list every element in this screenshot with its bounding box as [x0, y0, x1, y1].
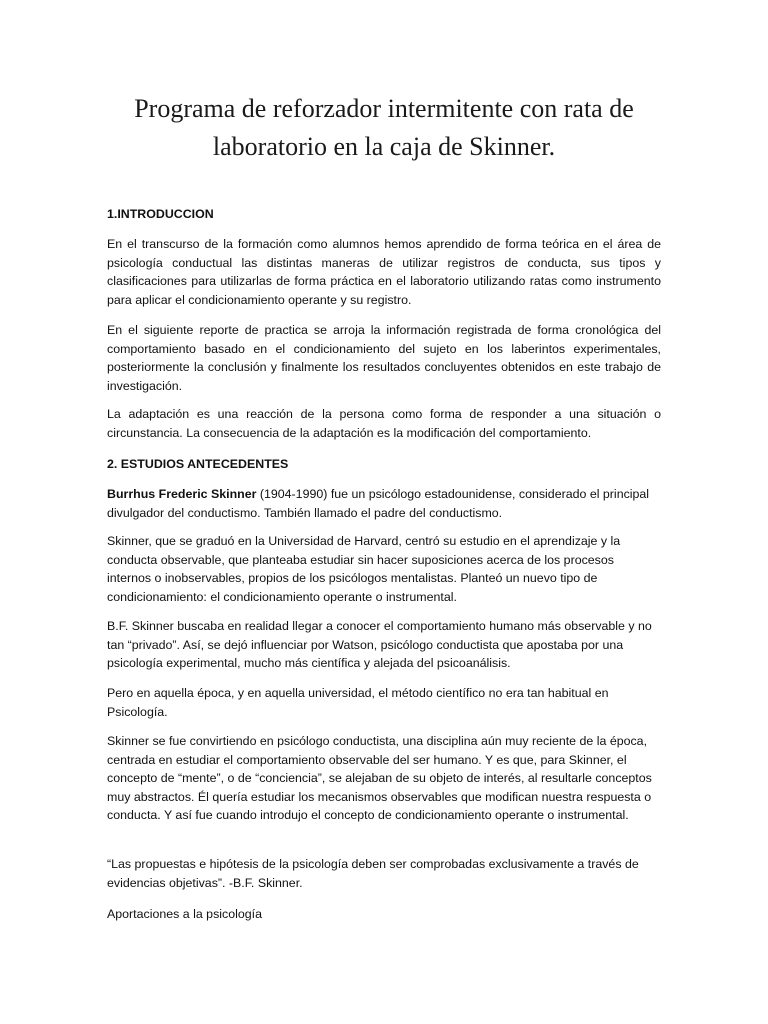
skinner-quote: “Las propuestas e hipótesis de la psicología deben ser comprobadas exclusivamente a través de evidencias objetivas”. -B.F. Skinner.: [107, 857, 639, 890]
antecedentes-paragraph-2: Skinner, que se graduó en la Universidad de Harvard, centró su estudio en el aprendizaje y la conducta observable, que planteaba estudiar sin hacer suposiciones acerca de los procesos internos o inobservables, propios de los psicólogos mentalistas. Planteó un nuevo tipo de condicionamiento: el condicionamiento operante o instrumental.: [107, 534, 621, 604]
antecedentes-paragraph-4: Pero en aquella época, y en aquella universidad, el método científico no era tan habitual en Psicología.: [107, 686, 609, 719]
antecedentes-paragraph-3: B.F. Skinner buscaba en realidad llegar a conocer el comportamiento humano más observable y no tan “privado”. Así, se dejó influenciar por Watson, psicólogo conductista que apostaba por una psicología experimental, mucho más científica y alejada del psicoanálisis.: [107, 619, 652, 671]
antecedentes-paragraph-1: [107, 485, 661, 522]
section-heading-antecedentes: 2. ESTUDIOS ANTECEDENTES: [107, 457, 289, 471]
intro-paragraph-3: La adaptación es una reacción de la persona como forma de responder a una situación o circunstancia. La consecuencia de la adaptación es la modificación del comportamiento.: [107, 407, 661, 440]
antecedentes-paragraph-5: Skinner se fue convirtiendo en psicólogo conductista, una disciplina aún muy reciente de la época, centrada en estudiar el comportamiento observable del ser humano. Y es que, para Skinner, el concepto de “mente”, o de “conciencia”, se alejaban de su objeto de interés, al resultarle conceptos muy abstractos. Él quería estudiar los mecanismos observables que modifican nuestra respuesta o conducta. Y así fue cuando introdujo el concepto de condicionamiento operante o instrumental.: [107, 734, 652, 823]
document-title-line-1: Programa de reforzador intermitente con rata de: [134, 94, 634, 123]
skinner-name: Burrhus Frederic Skinner: [107, 487, 257, 501]
intro-paragraph-1: En el transcurso de la formación como alumnos hemos aprendido de forma teórica en el área de psicología conductual las distintas maneras de utilizar registros de conducta, sus tipos y clasificaciones para utilizarlas de forma práctica en el laboratorio utilizando ratas como instrumento para aplicar el condicionamiento operante y su registro.: [107, 237, 661, 307]
document-title: [60, 90, 708, 166]
section-heading-introduccion: 1.INTRODUCCION: [107, 207, 214, 221]
document-title-line-2: laboratorio en la caja de Skinner.: [212, 132, 556, 161]
antecedentes-paragraph-1-text: (1904-1990) fue un psicólogo estadounidense, considerado el principal divulgador del conductismo. También llamado el padre del conductismo.: [107, 487, 650, 520]
intro-paragraph-2: En el siguiente reporte de practica se arroja la información registrada de forma cronológica del comportamiento basado en el condicionamiento del sujeto en los laberintos experimentales, posteriormente la conclusión y finalmente los resultados concluyentes obtenidos en este trabajo de investigación.: [107, 323, 661, 393]
aportaciones-heading: Aportaciones a la psicología: [107, 907, 262, 921]
